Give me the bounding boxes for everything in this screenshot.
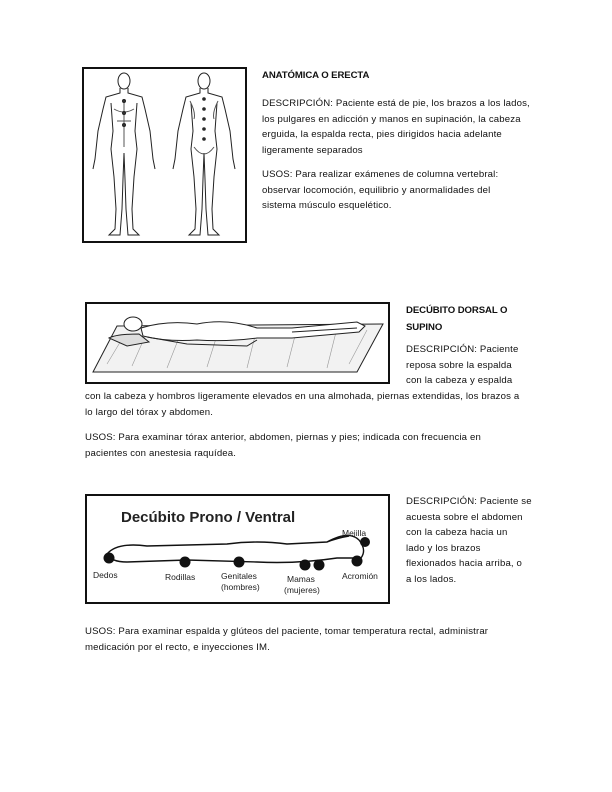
prone-body-illustration bbox=[87, 496, 388, 602]
section1-description: DESCRIPCIÓN: Paciente está de pie, los brazos a los lados, los pulgares en adicción y manos en supinación, la cabeza erguida, la espalda recta, pies dirigidos hacia adelante ligeramente separados bbox=[262, 98, 530, 156]
point-mejilla bbox=[360, 537, 370, 547]
supine-body-illustration bbox=[87, 304, 388, 382]
point-acromion bbox=[352, 556, 363, 567]
section1-title: ANATÓMICA O ERECTA bbox=[262, 70, 370, 81]
label-rodillas: Rodillas bbox=[165, 572, 196, 582]
anatomical-position-figure bbox=[82, 67, 247, 243]
label-mamas: Mamas bbox=[287, 574, 315, 584]
point-genitales bbox=[234, 557, 245, 568]
point-mamas-2 bbox=[314, 560, 325, 571]
section2-description-full: con la cabeza y hombros ligeramente elevados en una almohada, piernas extendidas, los brazos a lo largo del tórax y abdomen. bbox=[85, 391, 520, 418]
label-mejilla: Mejilla bbox=[342, 528, 367, 538]
label-genitales-sub: (hombres) bbox=[221, 582, 260, 592]
section3-uses: USOS: Para examinar espalda y glúteos del paciente, tomar temperatura rectal, administrar medicación por el recto, e inyecciones IM. bbox=[85, 626, 489, 653]
section3-description: DESCRIPCIÓN: Paciente se acuesta sobre el abdomen con la cabeza hacia un lado y los brazos flexionados hacia arriba, o a los lados. bbox=[406, 496, 532, 585]
standing-body-illustration bbox=[84, 69, 245, 241]
label-acromion: Acromión bbox=[342, 571, 378, 581]
section2-description-side: DESCRIPCIÓN: Paciente reposa sobre la espalda con la cabeza y espalda bbox=[406, 344, 519, 387]
supine-position-figure bbox=[85, 302, 390, 384]
label-genitales: Genitales bbox=[221, 571, 257, 581]
section2-uses: USOS: Para examinar tórax anterior, abdomen, piernas y pies; indicada con frecuencia en pacientes con anestesia raquídea. bbox=[85, 432, 481, 459]
section1-uses: USOS: Para realizar exámenes de columna vertebral: observar locomoción, equilibrio y anormalidades del sistema músculo esquelético. bbox=[262, 169, 499, 212]
point-rodillas bbox=[180, 557, 191, 568]
point-dedos bbox=[104, 553, 115, 564]
label-dedos: Dedos bbox=[93, 570, 118, 580]
section2-title: DECÚBITO DORSAL O SUPINO bbox=[406, 305, 508, 333]
point-mamas-1 bbox=[300, 560, 311, 571]
prone-position-figure bbox=[85, 494, 390, 604]
prone-image-title: Decúbito Prono / Ventral bbox=[121, 509, 296, 526]
label-mamas-sub: (mujeres) bbox=[284, 585, 320, 595]
